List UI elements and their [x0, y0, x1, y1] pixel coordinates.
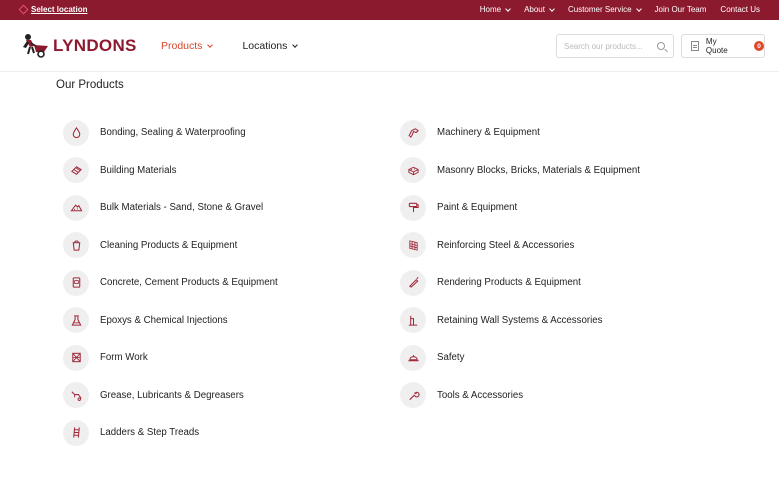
category-item[interactable]: [400, 152, 640, 190]
category-label: Bonding, Sealing & Waterproofing: [100, 127, 246, 139]
category-item[interactable]: [63, 227, 278, 265]
my-quote-label: My Quote: [705, 37, 728, 55]
chevron-down-icon: [505, 6, 511, 12]
category-item[interactable]: [400, 227, 640, 265]
search-input[interactable]: [564, 42, 654, 51]
category-item[interactable]: [63, 302, 278, 340]
category-item[interactable]: [63, 414, 278, 452]
category-label: Concrete, Cement Products & Equipment: [100, 277, 278, 289]
site-header: [0, 20, 779, 72]
nav-products[interactable]: [161, 40, 212, 52]
product-search: [556, 34, 674, 58]
category-item[interactable]: [63, 377, 278, 415]
droplet-icon: [63, 120, 89, 146]
category-item[interactable]: [400, 189, 640, 227]
chevron-down-icon: [293, 42, 299, 48]
machinery-icon: [400, 120, 426, 146]
select-location-label: Select location: [31, 5, 88, 14]
building-materials-icon: [63, 157, 89, 183]
category-label: Safety: [437, 352, 465, 364]
quote-list-icon: [691, 41, 699, 51]
nav-products-label: Products: [161, 40, 203, 52]
select-location-link[interactable]: [20, 5, 87, 14]
category-label: Grease, Lubricants & Degreasers: [100, 389, 244, 401]
main-nav: [161, 40, 297, 52]
category-item[interactable]: [400, 302, 640, 340]
utility-nav: [480, 5, 760, 14]
topnav-about-label: About: [524, 5, 545, 14]
bucket-icon: [63, 232, 89, 258]
trowel-icon: [400, 270, 426, 296]
chevron-down-icon: [549, 6, 555, 12]
topnav-home-label: Home: [479, 5, 502, 14]
category-label: Rendering Products & Equipment: [437, 277, 581, 289]
logo-wordmark: LYNDONS: [53, 36, 137, 55]
category-item[interactable]: [400, 339, 640, 377]
topnav-customer-service-label: Customer Service: [567, 5, 632, 14]
wrench-icon: [400, 382, 426, 408]
category-label: Cleaning Products & Equipment: [100, 239, 238, 251]
page-title: Our Products: [56, 79, 124, 91]
hard-hat-icon: [400, 345, 426, 371]
chevron-down-icon: [208, 42, 214, 48]
topnav-about[interactable]: [524, 5, 554, 14]
topnav-customer-service[interactable]: [568, 5, 641, 14]
my-quote-button[interactable]: [681, 34, 765, 58]
topnav-home[interactable]: [480, 5, 510, 14]
category-label: Form Work: [100, 352, 148, 364]
nav-locations-label: Locations: [242, 40, 288, 52]
topnav-contact-label: Contact Us: [720, 5, 760, 14]
category-item[interactable]: [63, 152, 278, 190]
category-list-right: [400, 114, 640, 414]
category-label: Reinforcing Steel & Accessories: [437, 239, 575, 251]
category-item[interactable]: [63, 264, 278, 302]
category-label: Paint & Equipment: [437, 202, 518, 214]
quote-count-badge: 0: [754, 41, 764, 51]
category-label: Ladders & Step Treads: [100, 427, 200, 439]
location-pin-icon: [19, 5, 29, 15]
category-label: Building Materials: [100, 164, 177, 176]
formwork-icon: [63, 345, 89, 371]
chevron-down-icon: [636, 6, 642, 12]
category-item[interactable]: [63, 114, 278, 152]
category-label: Machinery & Equipment: [437, 127, 540, 139]
category-label: Masonry Blocks, Bricks, Materials & Equipment: [437, 164, 640, 176]
category-item[interactable]: [63, 339, 278, 377]
paint-roller-icon: [400, 195, 426, 221]
site-logo[interactable]: [17, 33, 137, 59]
steel-mesh-icon: [400, 232, 426, 258]
topnav-join-label: Join Our Team: [654, 5, 707, 14]
category-label: Bulk Materials - Sand, Stone & Gravel: [100, 202, 264, 214]
category-item[interactable]: [400, 264, 640, 302]
category-item[interactable]: [400, 377, 640, 415]
topnav-contact-us[interactable]: [720, 5, 760, 14]
category-label: Tools & Accessories: [437, 389, 524, 401]
retaining-wall-icon: [400, 307, 426, 333]
category-label: Epoxys & Chemical Injections: [100, 314, 228, 326]
wheelbarrow-man-icon: [17, 33, 49, 59]
category-item[interactable]: [400, 114, 640, 152]
nav-locations[interactable]: [242, 40, 297, 52]
topnav-join-our-team[interactable]: [655, 5, 707, 14]
flask-icon: [63, 307, 89, 333]
search-icon[interactable]: [657, 42, 665, 50]
brick-icon: [400, 157, 426, 183]
grease-gun-icon: [63, 382, 89, 408]
category-label: Retaining Wall Systems & Accessories: [437, 314, 603, 326]
ladder-icon: [63, 420, 89, 446]
category-item[interactable]: [63, 189, 278, 227]
top-bar: [0, 0, 779, 20]
category-list-left: [63, 114, 278, 452]
sand-pile-icon: [63, 195, 89, 221]
cement-bag-icon: [63, 270, 89, 296]
